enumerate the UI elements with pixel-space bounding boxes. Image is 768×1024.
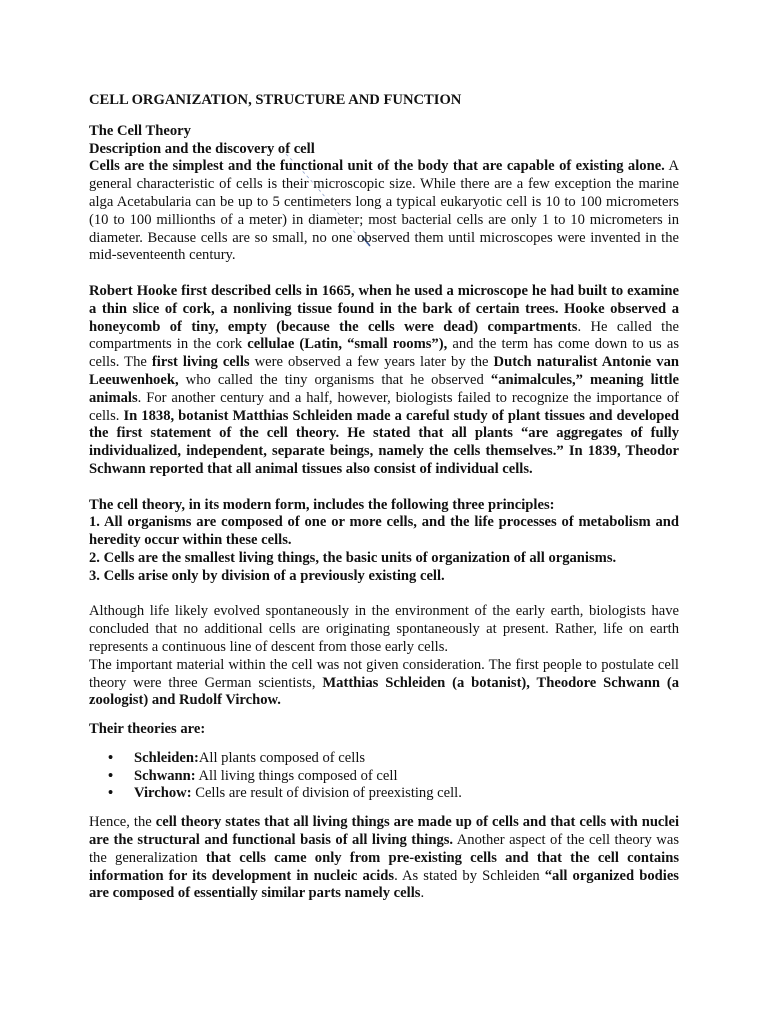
theories-heading: Their theories are: <box>89 721 206 738</box>
subsection-heading: Description and the discovery of cell <box>89 140 315 157</box>
list-item: • Schwann: All living things composed of cell <box>134 768 679 786</box>
doc-title: CELL ORGANIZATION, STRUCTURE AND FUNCTION <box>89 92 462 108</box>
text-run: and the term has come down to us as cells. The <box>89 336 679 371</box>
bold-text-run: Dutch naturalist Antonie van Leeuwenhoek, <box>89 354 679 388</box>
theories-list <box>89 750 679 803</box>
conclusion-paragraph <box>89 814 679 903</box>
scientists-paragraph <box>89 657 679 710</box>
hooke-paragraph <box>89 283 679 479</box>
text-run: . For another century and a half, however, biologists failed to recognize the importance of cells. <box>89 389 679 424</box>
intro-paragraph: Cells are the simplest and the functional unit of the body that are capable of existing alone. A general characteristic of cells is their microscopic size. While there are a few exception the marine alga Acetabularia can be up to 5 centimeters long a typical eukaryotic cell is 10 to 100 micrometers (10 to 100 millionths of a meter) in diameter; most bacterial cells are only 1 to 10 micrometers in diameter. Because cells are so small, no one observed them until microscopes were invented in the mid-seventeenth century. <box>89 158 679 264</box>
bold-text-run: “animalcules,” meaning little animals <box>89 371 679 406</box>
document-page <box>89 92 679 903</box>
bold-text-run: In 1838, botanist Matthias Schleiden made a careful study of plant tissues and developed the first statement of the cell theory. He stated that all plants “are aggregates of fully individualized, independent, separate beings, namely the cells themselves.” In 1839, Theodor Schwann reported that all animal tissues also consist of individual cells. <box>89 407 679 477</box>
text-run: . He called the compartments in the cork <box>89 318 679 353</box>
bold-text-run: cellulae (Latin, “small rooms”), <box>247 336 448 353</box>
principles-intro: The cell theory, in its modern form, includes the following three principles: <box>89 496 555 513</box>
bold-text-run: that cells came only from pre-existing cells and that the cell contains information for its development in nucleic acids <box>89 849 679 884</box>
bold-text-run: first living cells <box>151 354 250 371</box>
list-item: • Virchow: Cells are result of division of preexisting cell. <box>134 785 679 803</box>
principle-item: 2. Cells are the smallest living things, the basic units of organization of all organisms. <box>89 549 617 566</box>
text-run: who called the tiny organisms that he observed <box>178 371 491 388</box>
evolution-paragraph: Although life likely evolved spontaneously in the environment of the early earth, biologists have concluded that no additional cells are originating spontaneously at present. Rather, life on earth represents a continuous line of descent from those early cells. <box>89 603 679 655</box>
text-run: were observed a few years later by the <box>249 354 494 371</box>
principle-item: 1. All organisms are composed of one or more cells, and the life processes of metabolism and heredity occur within these cells. <box>89 514 679 549</box>
bold-text-run: cell theory states that all living things are made up of cells and that cells with nuclei are the structural and functional basis of all living things. <box>89 814 679 849</box>
text-run: Another aspect of the cell theory was the generalization <box>89 832 680 866</box>
principle-item: 3. Cells arise only by division of a previously existing cell. <box>89 567 445 584</box>
bold-text-run: “all organized bodies are composed of essentially similar parts namely cells <box>89 867 679 902</box>
text-run: Hence, the <box>89 814 156 831</box>
text-run: The important material within the cell was not given consideration. The first people to postulate cell theory were three German scientists, <box>89 656 679 691</box>
list-item: • Schleiden:All plants composed of cells <box>134 750 679 768</box>
text-run: . As stated by Schleiden <box>394 867 545 884</box>
text-run: . <box>420 885 425 902</box>
section-heading: The Cell Theory <box>89 122 191 139</box>
bold-text-run: Matthias Schleiden (a botanist), Theodore Schwann (a zoologist) and Rudolf Virchow. <box>89 674 679 709</box>
bold-text-run: Robert Hooke first described cells in 1665, when he used a microscope he had built to examine a thin slice of cork, a nonliving tissue found in the bark of certain trees. Hooke observed a honeycomb of tiny, empty (because the cells were dead) compartments <box>89 282 679 335</box>
